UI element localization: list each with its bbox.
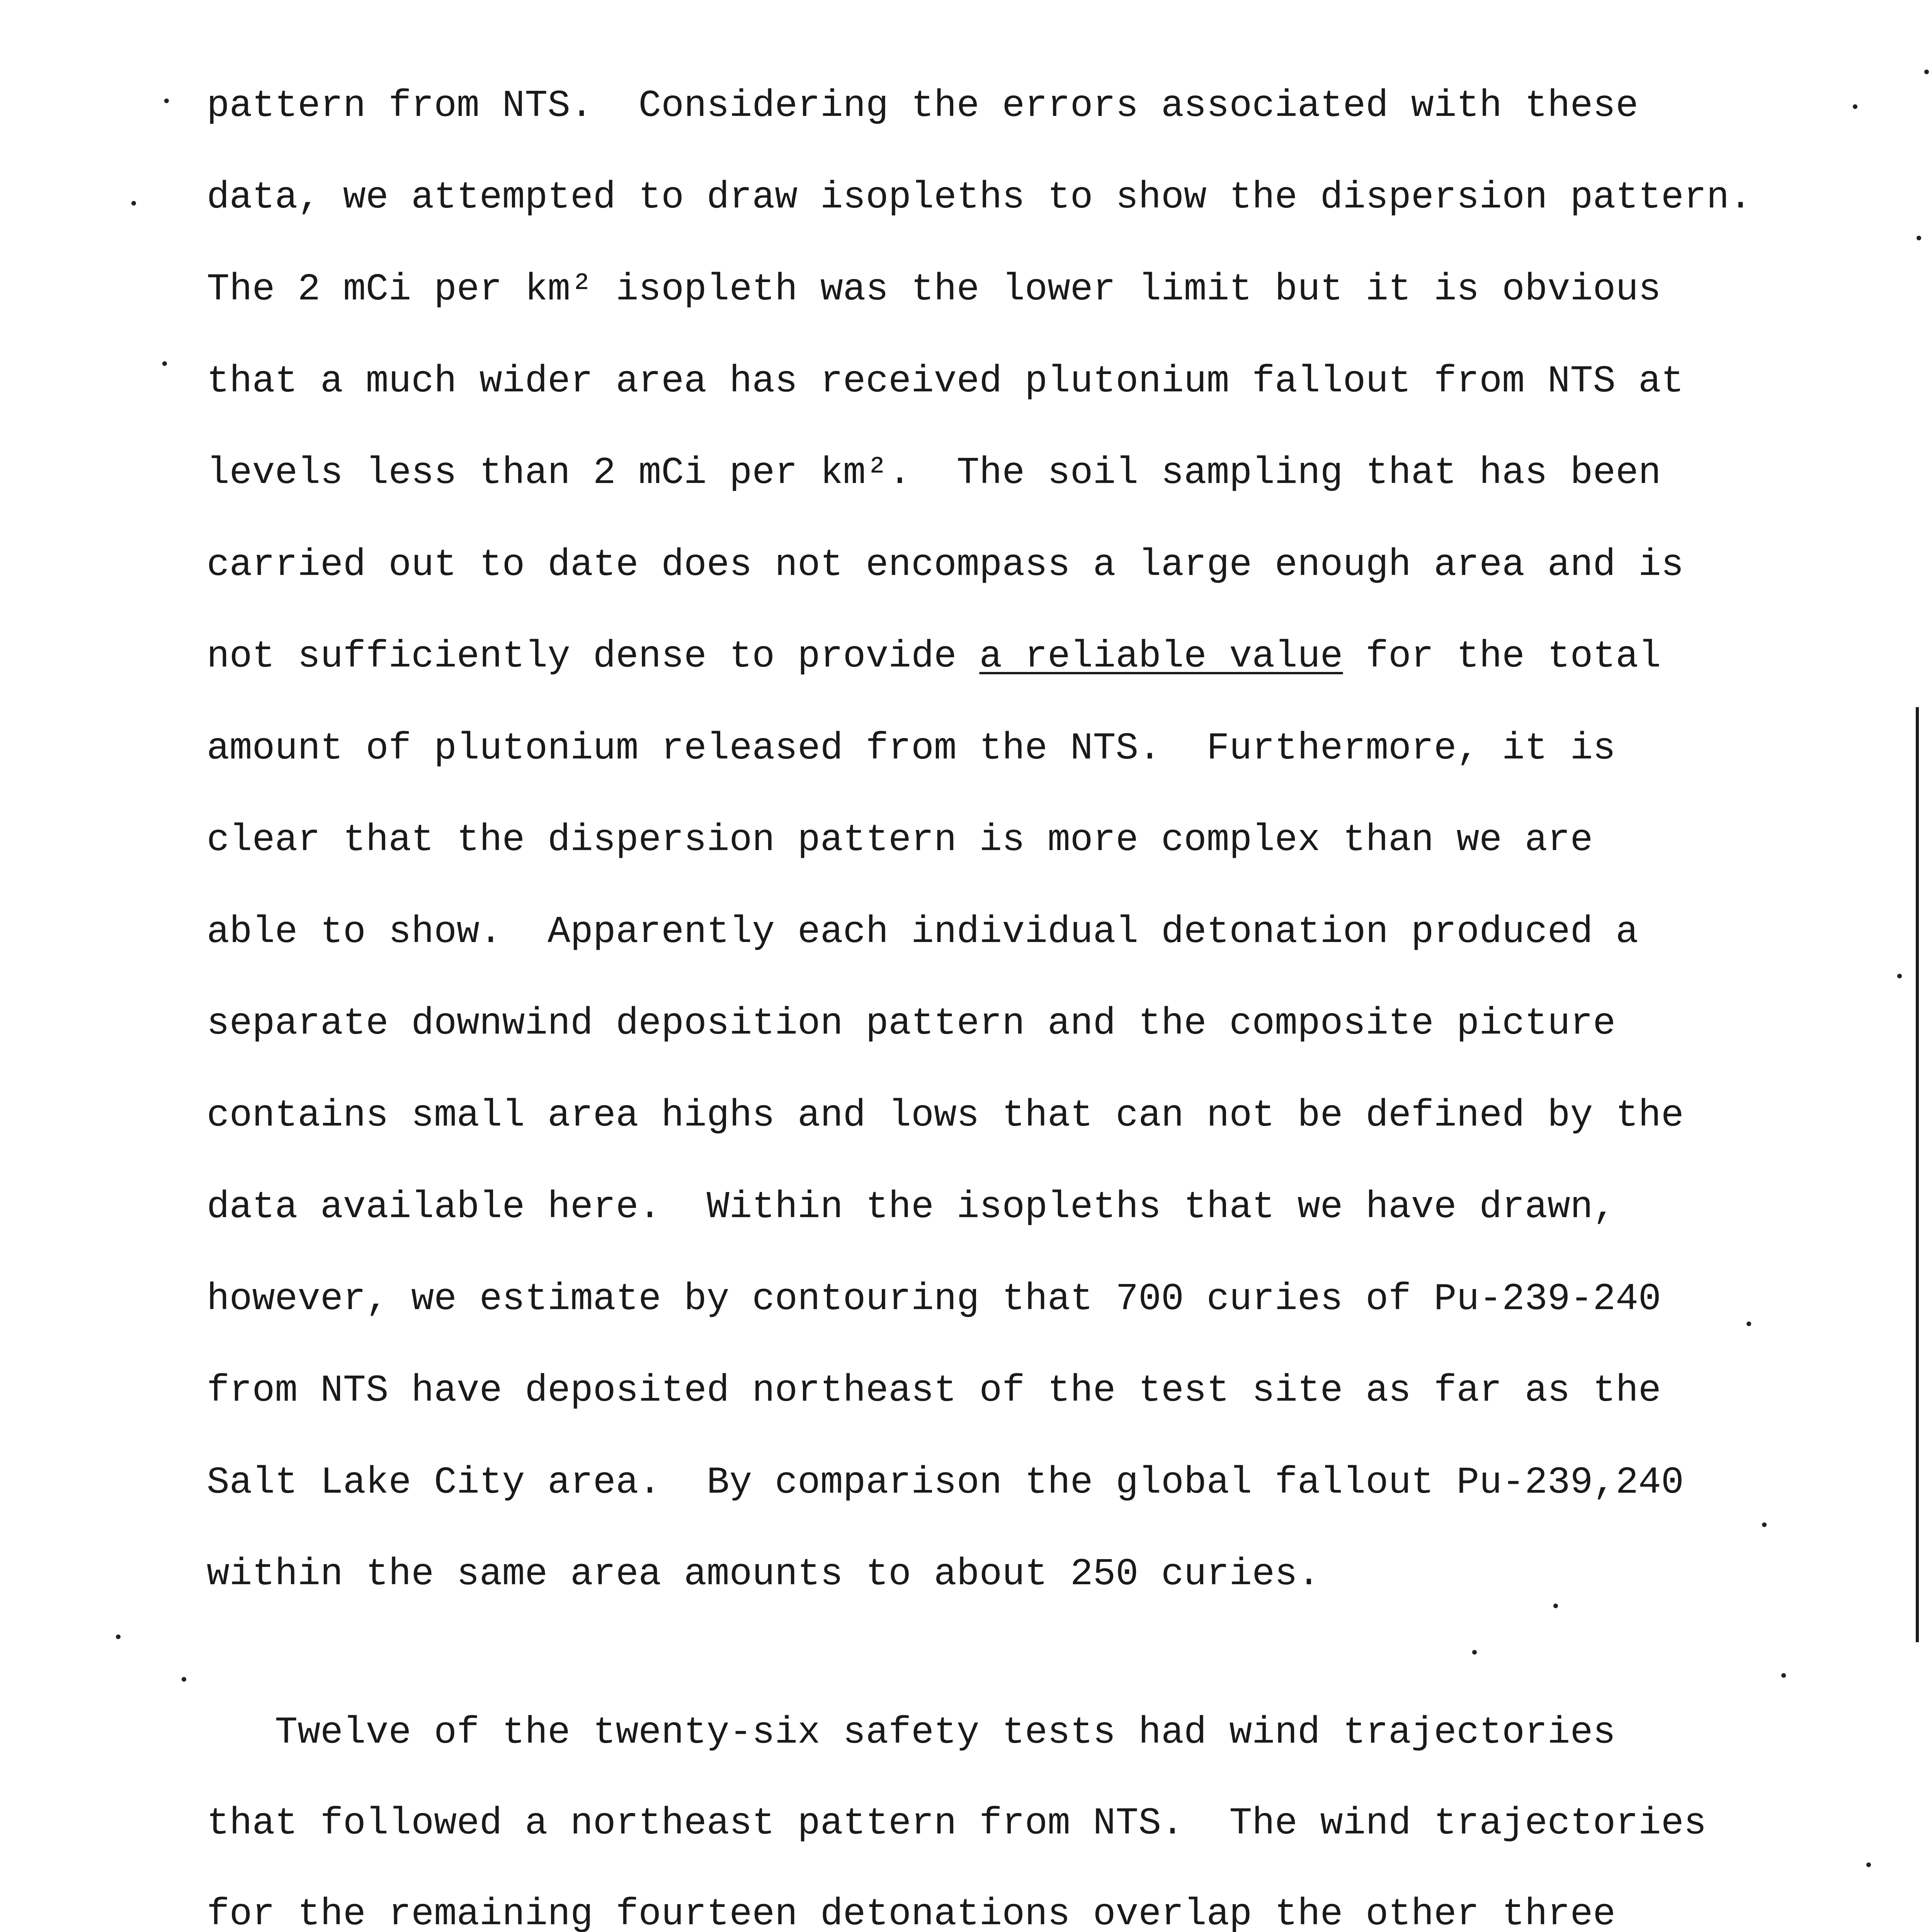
margin-change-bar xyxy=(1916,707,1919,1642)
underlined-phrase: a reliable value xyxy=(979,635,1343,678)
text-line: able to show. Apparently each individual detonation produced a xyxy=(207,911,1639,954)
scan-speck xyxy=(164,99,169,103)
text-line: Salt Lake City area. By comparison the global fallout Pu-239,240 xyxy=(207,1461,1684,1504)
text-line: levels less than 2 mCi per km². The soil sampling that has been xyxy=(207,452,1661,495)
text-line: pattern from NTS. Considering the errors associated with these xyxy=(207,85,1639,128)
text-line: clear that the dispersion pattern is more complex than we are xyxy=(207,819,1593,862)
text-segment: for the total xyxy=(1343,635,1661,678)
text-segment: not sufficiently dense to provide xyxy=(207,635,980,678)
text-line: carried out to date does not encompass a large enough area and is xyxy=(207,544,1684,587)
scan-speck xyxy=(1747,1321,1751,1326)
text-line: contains small area highs and lows that can not be defined by the xyxy=(207,1094,1684,1137)
scan-speck xyxy=(1924,70,1929,74)
text-line: The 2 mCi per km² isopleth was the lower limit but it is obvious xyxy=(207,268,1661,311)
scan-speck xyxy=(1472,1650,1477,1655)
text-line-underlined xyxy=(207,634,1661,680)
scan-speck xyxy=(131,201,136,206)
scan-speck xyxy=(1781,1673,1786,1678)
scan-speck xyxy=(1853,104,1857,109)
text-line: from NTS have deposited northeast of the test site as far as the xyxy=(207,1369,1661,1412)
scan-speck xyxy=(116,1634,121,1639)
scan-speck xyxy=(182,1677,186,1682)
text-line: data available here. Within the isopleths that we have drawn, xyxy=(207,1186,1616,1229)
scan-speck xyxy=(1897,974,1902,978)
text-line: for the remaining fourteen detonations overlap the other three xyxy=(207,1893,1616,1932)
scan-speck xyxy=(1553,1604,1558,1608)
scan-speck xyxy=(1866,1862,1871,1867)
text-line: amount of plutonium released from the NTS. Furthermore, it is xyxy=(207,727,1616,770)
scan-speck xyxy=(1762,1522,1767,1527)
text-line: Twelve of the twenty-six safety tests had wind trajectories xyxy=(207,1711,1616,1754)
text-line: that a much wider area has received plutonium fallout from NTS at xyxy=(207,360,1684,403)
text-line: data, we attempted to draw isopleths to show the dispersion pattern. xyxy=(207,176,1752,219)
text-line: however, we estimate by contouring that 700 curies of Pu-239-240 xyxy=(207,1278,1661,1321)
text-line: that followed a northeast pattern from NTS. The wind trajectories xyxy=(207,1802,1707,1845)
text-line: within the same area amounts to about 250 curies. xyxy=(207,1553,1320,1596)
scan-speck xyxy=(162,361,167,366)
text-line: separate downwind deposition pattern and the composite picture xyxy=(207,1002,1616,1045)
scan-speck xyxy=(1917,236,1921,240)
